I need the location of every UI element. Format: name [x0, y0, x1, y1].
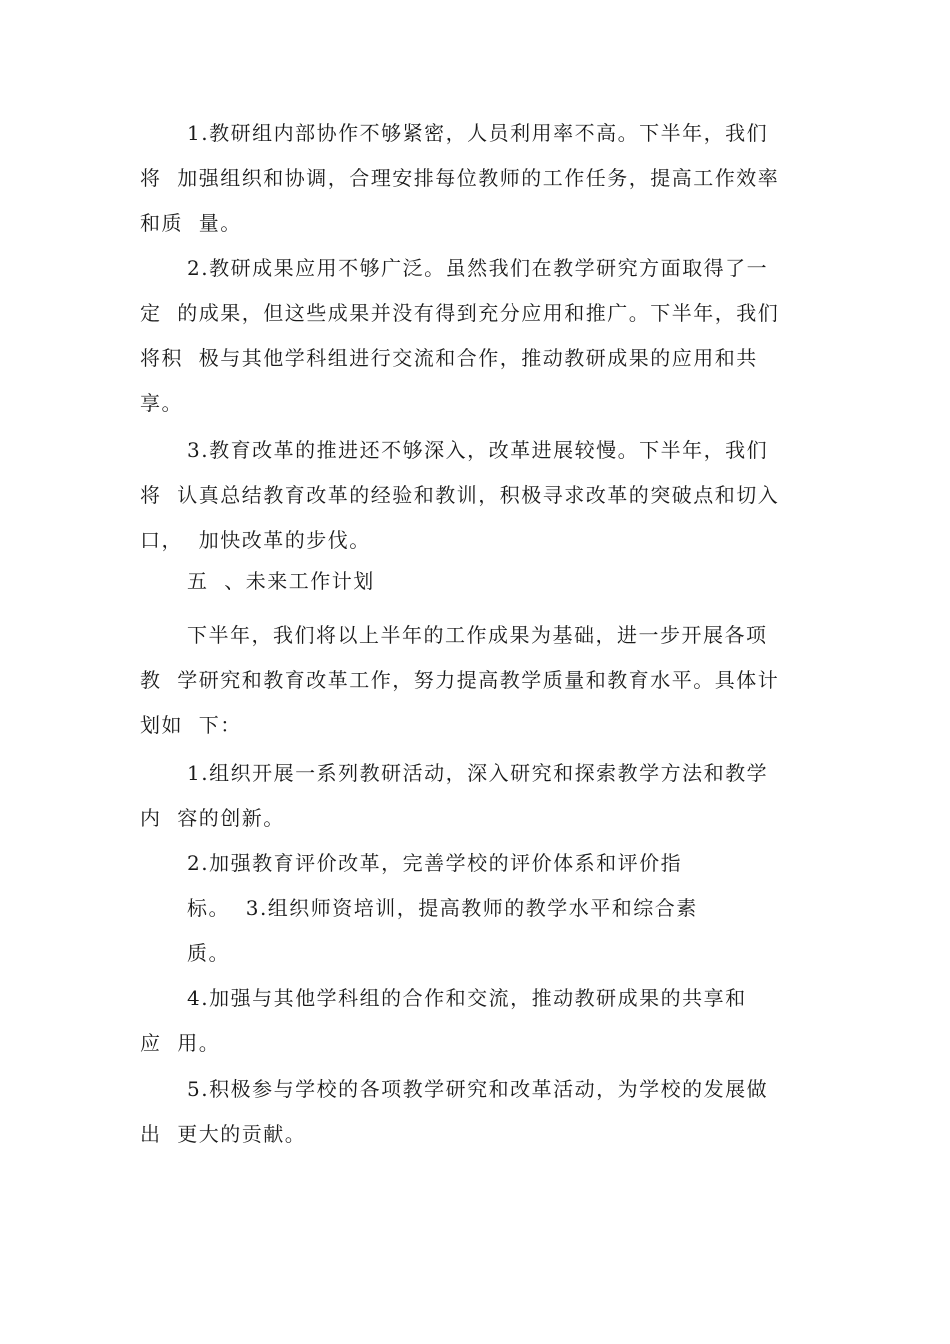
text-line: 享。 — [140, 391, 183, 415]
text-line: 质。 — [187, 941, 230, 965]
text-line: 内 容的创新。 — [140, 806, 285, 830]
text-line: 教 学研究和教育改革工作，努力提高教学质量和教育水平。具体计 — [140, 668, 780, 692]
text-line: 出 更大的贡献。 — [140, 1122, 307, 1146]
text-line: 将 加强组织和协调，合理安排每位教师的工作任务，提高工作效率 — [140, 166, 780, 190]
section-heading: 五 、未来工作计划 — [187, 569, 375, 593]
text-line: 下半年，我们将以上半年的工作成果为基础，进一步开展各项 — [187, 623, 768, 647]
text-line: 1.组织开展一系列教研活动，深入研究和探索教学方法和教学 — [187, 761, 769, 785]
text-line: 5.积极参与学校的各项教学研究和改革活动，为学校的发展做 — [187, 1077, 769, 1101]
text-line: 4.加强与其他学科组的合作和交流，推动教研成果的共享和 — [187, 986, 747, 1010]
text-line: 应 用。 — [140, 1031, 221, 1055]
text-line: 口， 加快改革的步伐。 — [140, 528, 371, 552]
text-line: 定 的成果，但这些成果并没有得到充分应用和推广。下半年，我们 — [140, 301, 780, 325]
text-line: 划如 下： — [140, 713, 242, 737]
text-line: 标。 3.组织师资培训，提高教师的教学水平和综合素 — [187, 896, 698, 920]
text-line: 1.教研组内部协作不够紧密，人员利用率不高。下半年，我们 — [187, 121, 769, 145]
text-line: 将积 极与其他学科组进行交流和合作，推动教研成果的应用和共 — [140, 346, 758, 370]
text-line: 2.教研成果应用不够广泛。虽然我们在教学研究方面取得了一 — [187, 256, 769, 280]
text-line: 3.教育改革的推进还不够深入，改革进展较慢。下半年，我们 — [187, 438, 769, 462]
text-line: 和质 量。 — [140, 211, 242, 235]
text-line: 2.加强教育评价改革，完善学校的评价体系和评价指 — [187, 851, 683, 875]
text-line: 将 认真总结教育改革的经验和教训，积极寻求改革的突破点和切入 — [140, 483, 780, 507]
